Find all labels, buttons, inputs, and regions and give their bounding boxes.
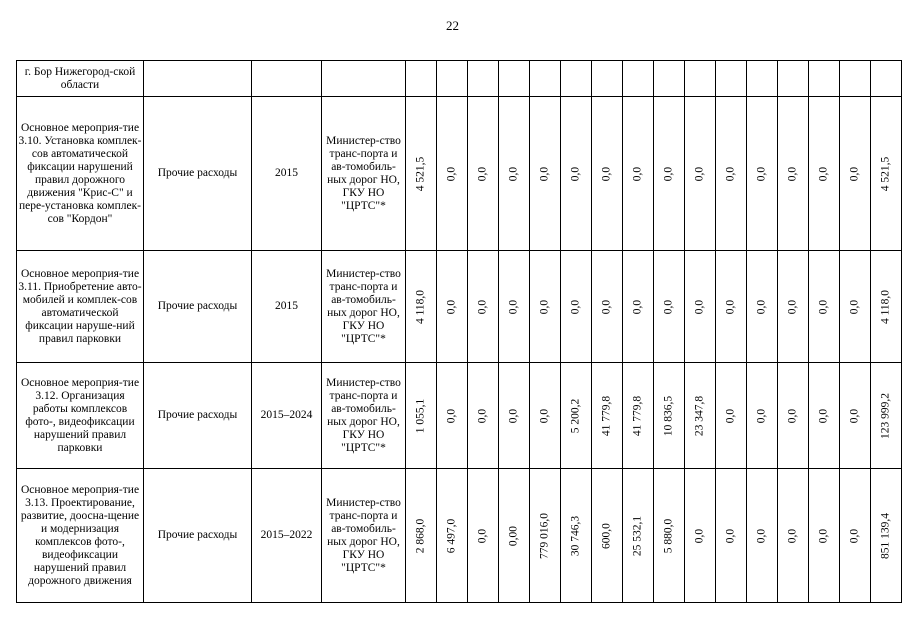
event-cell: г. Бор Нижегород-ской области [17, 61, 144, 97]
value-cell [406, 251, 437, 363]
value-cell [592, 251, 623, 363]
value-cell [747, 251, 778, 363]
value-text: 0,0 [817, 299, 830, 314]
value-cell [778, 469, 809, 603]
value-text: 779 016,0 [538, 512, 551, 559]
value-cell [840, 251, 871, 363]
value-text: 0,0 [755, 166, 768, 181]
page-number: 22 [446, 18, 459, 33]
value-text: 0,0 [476, 408, 489, 423]
value-cell [747, 469, 778, 603]
value-text: 0,0 [476, 166, 489, 181]
expense-cell: Прочие расходы [144, 469, 252, 603]
years-cell [252, 61, 322, 97]
value-text: 0,0 [755, 528, 768, 543]
value-cell [654, 469, 685, 603]
value-cell [716, 97, 747, 251]
value-text: 1 055,1 [414, 398, 427, 433]
executor-cell: Министер-ство транс-порта и ав-томобиль-ных дорог НО, ГКУ НО "ЦРТС"* [322, 251, 406, 363]
value-text: 0,0 [755, 408, 768, 423]
value-text: 25 532,1 [631, 515, 644, 556]
value-text: 0,0 [445, 166, 458, 181]
value-text: 4 521,5 [414, 156, 427, 191]
value-text: 0,0 [693, 166, 706, 181]
value-text: 0,0 [569, 166, 582, 181]
value-cell [809, 363, 840, 469]
value-text: 600,0 [600, 522, 613, 549]
value-cell [840, 469, 871, 603]
table-row [17, 61, 902, 97]
value-text: 0,0 [631, 166, 644, 181]
value-text: 0,0 [569, 299, 582, 314]
value-cell [685, 363, 716, 469]
value-text: 10 836,5 [662, 395, 675, 436]
value-text: 0,0 [848, 166, 861, 181]
value-cell [406, 97, 437, 251]
value-text: 0,0 [755, 299, 768, 314]
value-text: 0,0 [476, 528, 489, 543]
value-cell [530, 469, 561, 603]
value-text: 0,0 [631, 299, 644, 314]
value-cell [406, 469, 437, 603]
value-cell [437, 469, 468, 603]
value-text: 0,0 [817, 166, 830, 181]
value-text: 2 868,0 [414, 518, 427, 553]
value-cell [623, 251, 654, 363]
value-cell [468, 97, 499, 251]
value-cell [530, 363, 561, 469]
program-table [16, 60, 902, 603]
value-cell [809, 251, 840, 363]
value-text: 0,0 [476, 299, 489, 314]
value-cell [809, 469, 840, 603]
value-text: 0,0 [507, 166, 520, 181]
value-text: 23 347,8 [693, 395, 706, 436]
value-text: 0,0 [786, 528, 799, 543]
value-text: 0,0 [445, 299, 458, 314]
executor-cell: Министер-ство транс-порта и ав-томобиль-ных дорог НО, ГКУ НО "ЦРТС"* [322, 97, 406, 251]
value-text: 0,0 [724, 528, 737, 543]
value-cell [561, 97, 592, 251]
table-row [17, 251, 902, 363]
years-cell: 2015 [252, 97, 322, 251]
value-cell [499, 469, 530, 603]
value-text: 0,0 [817, 408, 830, 423]
value-text: 0,0 [662, 166, 675, 181]
value-text: 0,0 [507, 408, 520, 423]
value-cell [561, 469, 592, 603]
value-cell [778, 97, 809, 251]
value-cell [685, 97, 716, 251]
value-cell [747, 97, 778, 251]
value-text: 41 779,8 [631, 395, 644, 436]
value-cell [623, 469, 654, 603]
value-cell [499, 251, 530, 363]
value-cell [437, 363, 468, 469]
value-cell [468, 251, 499, 363]
value-text: 0,0 [724, 299, 737, 314]
expense-cell: Прочие расходы [144, 363, 252, 469]
value-cell [809, 97, 840, 251]
executor-cell: Министер-ство транс-порта и ав-томобиль-ных дорог НО, ГКУ НО "ЦРТС"* [322, 469, 406, 603]
value-text: 0,0 [786, 299, 799, 314]
executor-cell: Министер-ство транс-порта и ав-томобиль-ных дорог НО, ГКУ НО "ЦРТС"* [322, 363, 406, 469]
value-text: 0,0 [693, 528, 706, 543]
value-text: 4 118,0 [414, 289, 427, 324]
value-cell [654, 363, 685, 469]
event-cell: Основное мероприя-тие 3.11. Приобретение авто-мобилей и комплек-сов автоматической фиксации наруше-ний правил парковки [17, 251, 144, 363]
value-cell [778, 251, 809, 363]
value-text: 0,0 [445, 408, 458, 423]
value-cell [468, 469, 499, 603]
value-cell [406, 363, 437, 469]
expense-cell: Прочие расходы [144, 97, 252, 251]
value-cell [840, 97, 871, 251]
table-row [17, 97, 902, 251]
value-text: 0,0 [848, 528, 861, 543]
value-cell [871, 363, 902, 469]
value-text: 5 200,2 [569, 398, 582, 433]
executor-cell [322, 61, 406, 97]
value-text: 0,0 [662, 299, 675, 314]
expense-cell: Прочие расходы [144, 251, 252, 363]
value-text: 0,0 [538, 408, 551, 423]
value-cell [871, 97, 902, 251]
value-cell [530, 97, 561, 251]
value-cell [623, 363, 654, 469]
value-cell [840, 363, 871, 469]
value-text: 6 497,0 [445, 518, 458, 553]
value-text: 0,0 [817, 528, 830, 543]
value-cell [747, 363, 778, 469]
value-text: 4 521,5 [879, 156, 892, 191]
value-cell [530, 251, 561, 363]
value-cell [716, 363, 747, 469]
years-cell: 2015 [252, 251, 322, 363]
value-cell [716, 251, 747, 363]
value-cell [499, 97, 530, 251]
years-cell: 2015–2024 [252, 363, 322, 469]
value-cell [654, 251, 685, 363]
value-text: 0,0 [786, 408, 799, 423]
value-text: 0,0 [538, 166, 551, 181]
value-cell [716, 469, 747, 603]
value-text: 0,0 [600, 166, 613, 181]
value-cell [592, 469, 623, 603]
value-text: 0,0 [786, 166, 799, 181]
table-row [17, 469, 902, 603]
value-text: 0,0 [848, 299, 861, 314]
value-text: 0,0 [848, 408, 861, 423]
value-cell [685, 251, 716, 363]
value-text: 0,0 [600, 299, 613, 314]
value-cell [871, 251, 902, 363]
value-cell [871, 469, 902, 603]
value-cell [437, 97, 468, 251]
value-text: 0,00 [507, 525, 520, 546]
value-cell [685, 469, 716, 603]
value-cell [623, 97, 654, 251]
value-text: 0,0 [724, 408, 737, 423]
table-row [17, 363, 902, 469]
value-text: 5 880,0 [662, 518, 675, 553]
value-cell [561, 363, 592, 469]
value-cell [561, 251, 592, 363]
event-cell: Основное мероприя-тие 3.10. Установка комплек-сов автоматической фиксации нарушений правил дорожного движения "Крис-С" и пере-установка комплек-сов "Кордон" [17, 97, 144, 251]
value-text: 0,0 [538, 299, 551, 314]
value-cell [592, 363, 623, 469]
event-cell: Основное мероприя-тие 3.12. Организация работы комплексов фото-, видеофиксации нарушений правил парковки [17, 363, 144, 469]
value-text: 0,0 [724, 166, 737, 181]
value-text: 123 999,2 [879, 392, 892, 439]
value-cell [437, 251, 468, 363]
value-text: 4 118,0 [879, 289, 892, 324]
value-cell [499, 363, 530, 469]
event-cell: Основное мероприя-тие 3.13. Проектирование, развитие, доосна-щение и модернизация комплексов фото-, видеофиксации нарушений правил дорожного движения [17, 469, 144, 603]
value-text: 851 139,4 [879, 512, 892, 559]
value-text: 0,0 [693, 299, 706, 314]
years-cell: 2015–2022 [252, 469, 322, 603]
value-text: 30 746,3 [569, 515, 582, 556]
value-cell [778, 363, 809, 469]
value-text: 41 779,8 [600, 395, 613, 436]
expense-cell [144, 61, 252, 97]
value-cell [654, 97, 685, 251]
value-cell [592, 97, 623, 251]
value-text: 0,0 [507, 299, 520, 314]
value-cell [468, 363, 499, 469]
